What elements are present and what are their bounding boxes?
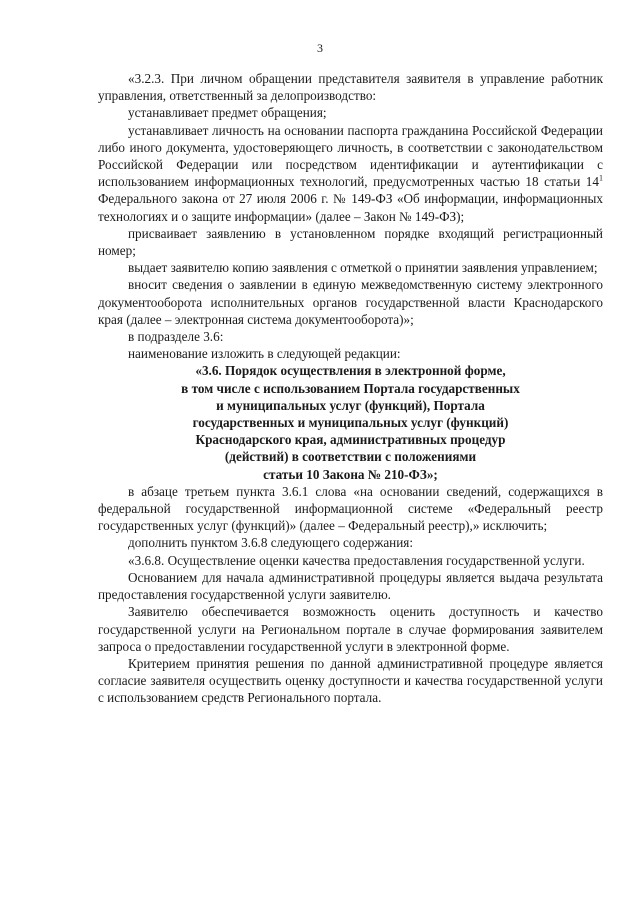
- paragraph-edms: вносит сведения о заявлении в единую межведомственную систему электронного документооборота исполнительных органов государственной власти Краснодарского края (далее – электронная система документооборота)»;: [98, 277, 603, 327]
- paragraph-copy: выдает заявителю копию заявления с отметкой о принятии заявления управлением;: [128, 260, 598, 276]
- paragraph-3-6-1: в абзаце третьем пункта 3.6.1 слова «на основании сведений, содержащихся в федеральной государственной информационной системе «Федеральный реестр государственных услуг (функций)» (далее – Федеральный реестр),» исключить;: [98, 483, 603, 534]
- document-body: [98, 70, 603, 707]
- heading-line: в том числе с использованием Портала государственных: [181, 380, 520, 396]
- paragraph-subject: устанавливает предмет обращения;: [128, 105, 327, 121]
- paragraph-rating-possibility: Заявителю обеспечивается возможность оценить доступность и качество государственной услуги на Региональном портале в случае формирования заявителем запроса о предоставлении государственной услуги в электронной форме.: [98, 604, 603, 654]
- heading-line: Краснодарского края, административных процедур: [195, 432, 506, 448]
- page-number: 3: [317, 41, 323, 55]
- paragraph-criterion: Критерием принятия решения по данной административной процедуре является согласие заявителя осуществить оценку доступности и качества государственной услуги с использованием средств Регионального портала.: [98, 655, 603, 706]
- identity-text-a: устанавливает личность на основании паспорта гражданина Российской Федерации либо иного документа, удостоверяющего личность, в соответствии с законодательством Российской Федерации или посредством идентификации и аутентификации с использованием информационных технологий, предусмотренных частью 18 статьи 14: [98, 122, 603, 190]
- section-heading-3-6: [98, 362, 603, 482]
- paragraph-3-2-3: «3.2.3. При личном обращении представителя заявителя в управление работник управления, ответственный за делопроизводство:: [98, 71, 603, 104]
- paragraph-3-6-8: «3.6.8. Осуществление оценки качества предоставления государственной услуги.: [128, 552, 585, 568]
- superscript-1: 1: [599, 173, 603, 183]
- paragraph-add-3-6-8: дополнить пунктом 3.6.8 следующего содержания:: [128, 535, 414, 551]
- heading-line: «3.6. Порядок осуществления в электронной форме,: [195, 363, 506, 379]
- paragraph-registration: присваивает заявлению в установленном порядке входящий регистрационный номер;: [98, 225, 603, 259]
- paragraph-grounds: Основанием для начала административной процедуры является выдача результата предоставления государственной услуги заявителю.: [98, 569, 603, 603]
- paragraph-name-edit: наименование изложить в следующей редакции:: [128, 346, 401, 362]
- heading-line: статьи 10 Закона № 210-ФЗ»;: [263, 466, 438, 482]
- identity-text-b: Федерального закона от 27 июля 2006 г. № 149-ФЗ «Об информации, информационных технологиях и о защите информации» (далее – Закон № 149-ФЗ);: [98, 191, 603, 224]
- heading-line: (действий) в соответствии с положениями: [224, 449, 477, 465]
- paragraph-identity: [98, 122, 603, 225]
- paragraph-subsection-3-6: в подразделе 3.6:: [128, 329, 224, 345]
- heading-line: государственных и муниципальных услуг (функций): [192, 415, 509, 431]
- heading-line: и муниципальных услуг (функций), Портала: [216, 397, 485, 413]
